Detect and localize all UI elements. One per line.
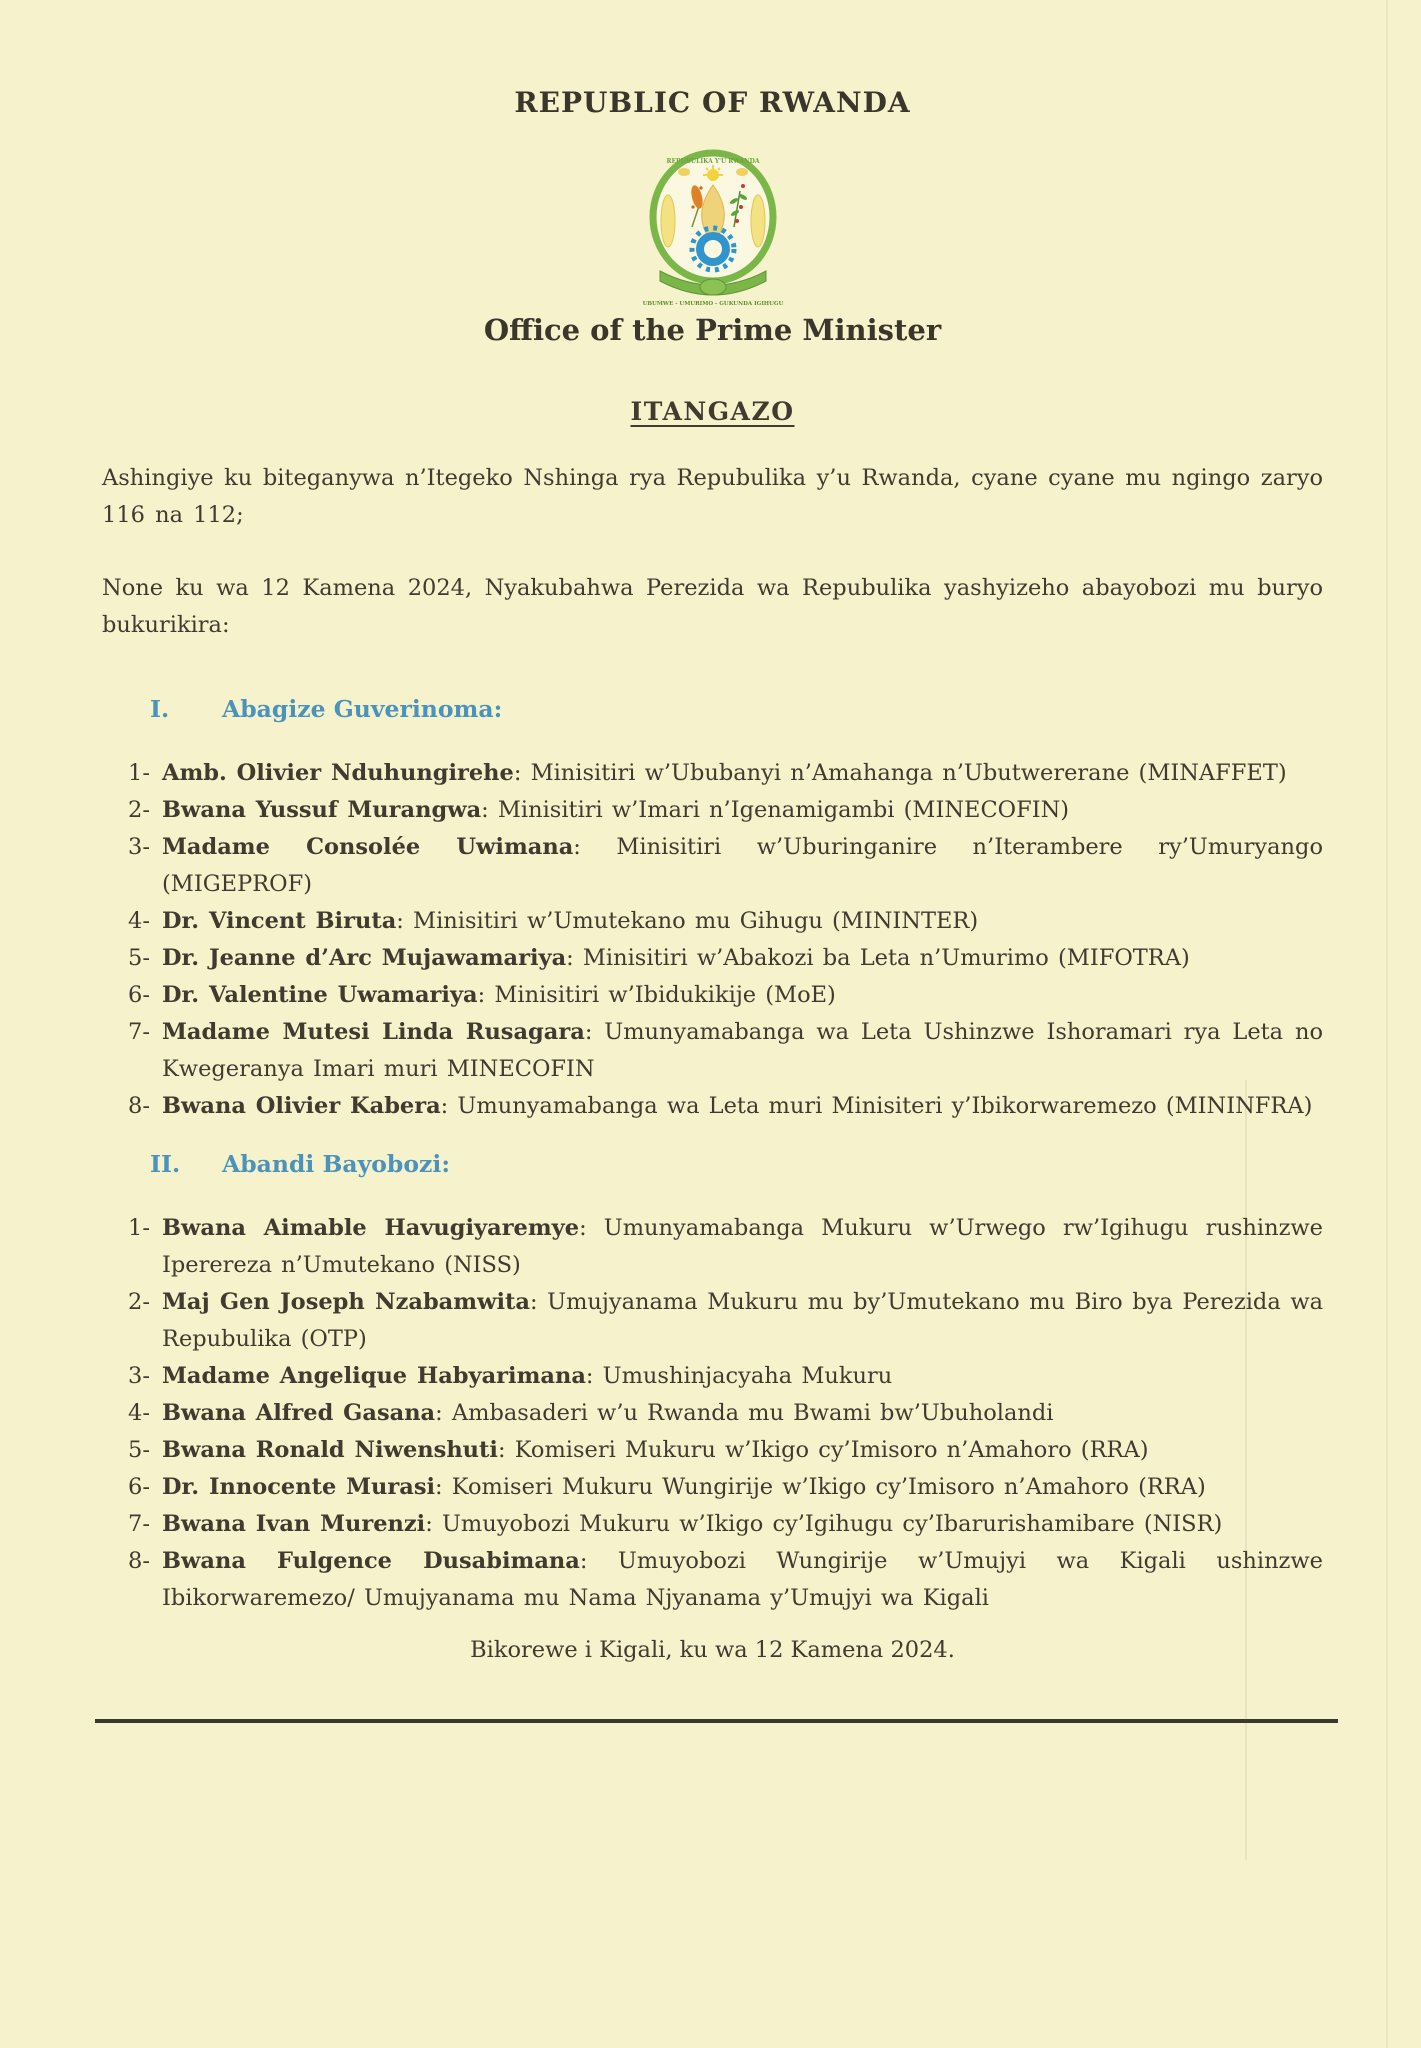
item-number: 7- xyxy=(128,1511,150,1537)
item-body xyxy=(162,1088,1323,1125)
list-item xyxy=(128,903,1323,940)
list-item xyxy=(128,1395,1323,1432)
republic-title: REPUBLIC OF RWANDA xyxy=(514,86,911,119)
section-2-list xyxy=(128,1210,1323,1617)
appointee-name: Bwana Ivan Murenzi xyxy=(162,1511,426,1537)
appointee-role: : Umuyobozi Wungirije w’Umujyi wa Kigali ushinzwe Ibikorwaremezo/ Umujyanama mu Nama Njyanama y’Umujyi wa Kigali xyxy=(162,1548,1323,1611)
item-body xyxy=(162,977,1323,1014)
appointee-role: : Komiseri Mukuru w’Ikigo cy’Imisoro n’Amahoro (RRA) xyxy=(497,1437,1149,1463)
item-number: 6- xyxy=(128,982,150,1008)
item-body xyxy=(162,1432,1323,1469)
item-number: 4- xyxy=(128,1400,150,1426)
section-label: Abandi Bayobozi: xyxy=(222,1150,450,1178)
emblem-shield-right xyxy=(751,195,765,247)
scan-crease xyxy=(1245,1080,1247,1860)
item-body xyxy=(162,1210,1323,1284)
appointee-role: : Umujyanama Mukuru mu by’Umutekano mu Biro bya Perezida wa Repubulika (OTP) xyxy=(162,1289,1323,1352)
emblem-motto-text: UBUMWE - UMURIMO - GUKUNDA IGIHUGU xyxy=(642,301,783,307)
appointee-role: : Komiseri Mukuru Wungirije w’Ikigo cy’Imisoro n’Amahoro (RRA) xyxy=(435,1474,1206,1500)
list-item xyxy=(128,1358,1323,1395)
list-item xyxy=(128,1284,1323,1358)
emblem-knot-left xyxy=(678,168,690,176)
appointee-name: Dr. Vincent Biruta xyxy=(162,908,397,934)
list-item xyxy=(128,792,1323,829)
appointee-role: : Umuyobozi Mukuru w’Ikigo cy’Igihugu cy’Ibarurishamibare (NISR) xyxy=(425,1511,1223,1537)
appointee-name: Bwana Alfred Gasana xyxy=(162,1400,436,1426)
appointee-role: : Ambasaderi w’u Rwanda mu Bwami bw’Ubuholandi xyxy=(435,1400,1054,1426)
item-number: 8- xyxy=(128,1548,150,1574)
list-item xyxy=(128,829,1323,903)
item-body xyxy=(162,1014,1323,1088)
item-number: 2- xyxy=(128,797,150,823)
item-number: 5- xyxy=(128,1437,150,1463)
item-body xyxy=(162,829,1323,903)
item-number: 2- xyxy=(128,1289,150,1315)
item-number: 3- xyxy=(128,834,150,860)
emblem-wrap xyxy=(102,129,1323,311)
section-1-list xyxy=(128,755,1323,1125)
item-body xyxy=(162,792,1323,829)
appointee-role: : Minisitiri w’Imari n’Igenamigambi (MINECOFIN) xyxy=(481,797,1070,823)
appointee-role: : Minisitiri w’Umutekano mu Gihugu (MININTER) xyxy=(396,908,979,934)
appointee-role: : Umunyamabanga Mukuru w’Urwego rw’Igihugu rushinzwe Iperereza n’Umutekano (NISS) xyxy=(162,1215,1324,1278)
item-body xyxy=(162,1506,1323,1543)
item-number: 1- xyxy=(128,1215,150,1241)
appointee-name: Dr. Valentine Uwamariya xyxy=(162,982,478,1008)
item-body xyxy=(162,1543,1323,1617)
item-body xyxy=(162,1358,1323,1395)
appointee-role: : Umunyamabanga wa Leta muri Minisiteri y’Ibikorwaremezo (MININFRA) xyxy=(440,1093,1313,1119)
list-item xyxy=(128,1210,1323,1284)
list-item xyxy=(128,1543,1323,1617)
item-number: 4- xyxy=(128,908,150,934)
scan-crease xyxy=(1386,0,1388,2048)
section-heading-other-officials xyxy=(102,1149,1323,1180)
section-heading-government xyxy=(102,694,1323,725)
list-item xyxy=(128,977,1323,1014)
appointee-name: Madame Consolée Uwimana xyxy=(162,834,574,860)
document-title: ITANGAZO xyxy=(630,397,795,426)
appointee-name: Bwana Aimable Havugiyaremye xyxy=(162,1215,580,1241)
closing-line: Bikorewe i Kigali, ku wa 12 Kamena 2024. xyxy=(470,1637,955,1663)
item-body xyxy=(162,1469,1323,1506)
appointee-name: Bwana Olivier Kabera xyxy=(162,1093,441,1119)
item-number: 3- xyxy=(128,1363,150,1389)
appointee-name: Maj Gen Joseph Nzabamwita xyxy=(162,1289,530,1315)
item-body xyxy=(162,755,1323,792)
item-number: 5- xyxy=(128,945,150,971)
appointee-role: : Umushinjacyaha Mukuru xyxy=(585,1363,893,1389)
item-number: 1- xyxy=(128,760,150,786)
appointee-name: Bwana Ronald Niwenshuti xyxy=(162,1437,498,1463)
appointee-name: Madame Angelique Habyarimana xyxy=(162,1363,586,1389)
appointee-name: Dr. Jeanne d’Arc Mujawamariya xyxy=(162,945,567,971)
list-item xyxy=(128,1432,1323,1469)
appointee-role: : Umunyamabanga wa Leta Ushinzwe Ishoramari rya Leta no Kwegeranya Imari muri MINECOFIN xyxy=(162,1019,1323,1082)
appointee-role: : Minisitiri w’Ibidukikije (MoE) xyxy=(477,982,836,1008)
section-label: Abagize Guverinoma: xyxy=(222,695,503,723)
item-number: 8- xyxy=(128,1093,150,1119)
section-numeral: I. xyxy=(150,695,170,723)
item-number: 6- xyxy=(128,1474,150,1500)
appointee-name: Dr. Innocente Murasi xyxy=(162,1474,436,1500)
appointee-name: Madame Mutesi Linda Rusagara xyxy=(162,1019,585,1045)
paragraph-legal-basis: Ashingiye ku biteganywa n’Itegeko Nshinga rya Repubulika y’u Rwanda, cyane cyane mu ngingo zaryo 116 na 112; xyxy=(102,465,1323,528)
emblem-knot-right xyxy=(736,168,748,176)
list-item xyxy=(128,755,1323,792)
emblem-shield-left xyxy=(661,195,675,247)
item-body xyxy=(162,903,1323,940)
list-item xyxy=(128,940,1323,977)
list-item xyxy=(128,1088,1323,1125)
list-item xyxy=(128,1506,1323,1543)
appointee-role: : Minisitiri w’Abakozi ba Leta n’Umurimo (MIFOTRA) xyxy=(566,945,1190,971)
item-number: 7- xyxy=(128,1019,150,1045)
paragraph-appointments-intro: None ku wa 12 Kamena 2024, Nyakubahwa Perezida wa Repubulika yashyizeho abayobozi mu buryo bukurikira: xyxy=(102,575,1323,638)
appointee-role: : Minisitiri w’Ububanyi n’Amahanga n’Ubutwererane (MINAFFET) xyxy=(513,760,1287,786)
appointee-name: Bwana Yussuf Murangwa xyxy=(162,797,482,823)
coat-of-arms-icon xyxy=(634,129,792,307)
list-item xyxy=(128,1469,1323,1506)
section-numeral: II. xyxy=(150,1150,181,1178)
item-body xyxy=(162,1395,1323,1432)
appointee-role: : Minisitiri w’Uburinganire n’Iterambere ry’Umuryango (MIGEPROF) xyxy=(162,834,1323,897)
office-title: Office of the Prime Minister xyxy=(483,313,942,347)
appointee-name: Bwana Fulgence Dusabimana xyxy=(162,1548,580,1574)
footer-rule xyxy=(95,1719,1338,1723)
item-body xyxy=(162,940,1323,977)
item-body xyxy=(162,1284,1323,1358)
appointee-name: Amb. Olivier Nduhungirehe xyxy=(162,760,514,786)
list-item xyxy=(128,1014,1323,1088)
emblem-top-text: REPUBULIKA Y'U RWANDA xyxy=(666,158,759,165)
